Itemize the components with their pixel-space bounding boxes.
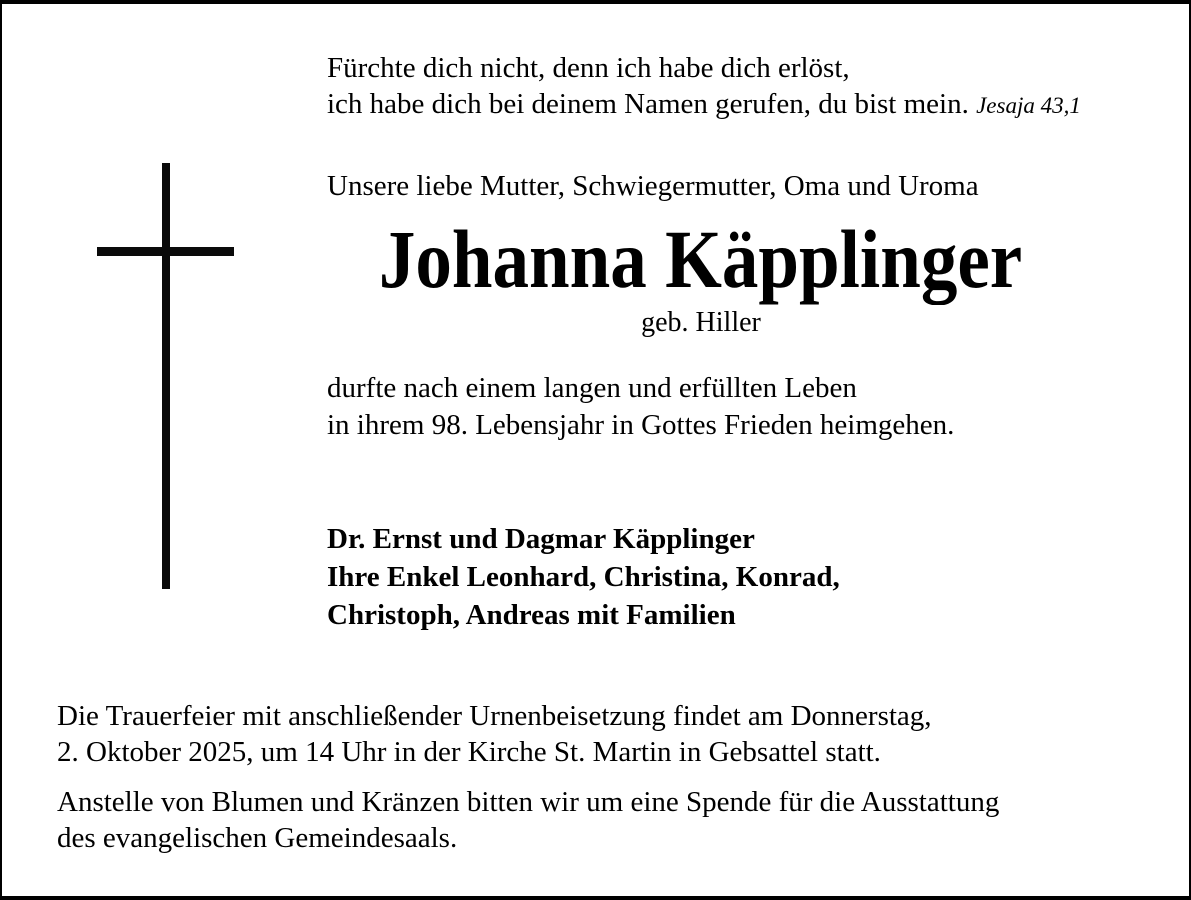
- donation-info-line-1: Anstelle von Blumen und Kränzen bitten wir um eine Spende für die Ausstattung: [57, 786, 1000, 818]
- mourners-line-3: Christoph, Andreas mit Familien: [327, 599, 736, 631]
- life-text-line-1: durfte nach einem langen und erfüllten Leben: [327, 372, 857, 404]
- relationship-line: Unsere liebe Mutter, Schwiegermutter, Oma und Uroma: [327, 170, 979, 202]
- donation-info-line-2: des evangelischen Gemeindesaals.: [57, 822, 458, 854]
- main-column: [327, 50, 1081, 634]
- bottom-section: [57, 698, 1157, 856]
- mourners-line-2: Ihre Enkel Leonhard, Christina, Konrad,: [327, 561, 840, 593]
- cross-horizontal-bar: [97, 247, 234, 256]
- birth-name: geb. Hiller: [641, 307, 761, 338]
- funeral-info: [57, 698, 1157, 770]
- funeral-info-line-2: 2. Oktober 2025, um 14 Uhr in der Kirche St. Martin in Gebsattel statt.: [57, 736, 881, 768]
- bible-quote-source: Jesaja 43,1: [976, 93, 1081, 118]
- life-text-line-2: in ihrem 98. Lebensjahr in Gottes Frieden heimgehen.: [327, 409, 955, 441]
- cross-icon: [97, 163, 234, 589]
- donation-info: [57, 784, 1157, 856]
- cross-vertical-bar: [162, 163, 170, 589]
- life-text: [327, 370, 1075, 444]
- mourners-list: [327, 520, 1075, 634]
- mourners-line-1: Dr. Ernst und Dagmar Käpplinger: [327, 523, 755, 555]
- bible-quote: [327, 50, 1081, 124]
- deceased-name: [327, 213, 1075, 305]
- deceased-name-text: Johanna Käpplinger: [379, 213, 1023, 305]
- bible-quote-line-1: Fürchte dich nicht, denn ich habe dich erlöst,: [327, 52, 850, 84]
- bible-quote-text: ich habe dich bei deinem Namen gerufen, du bist mein.: [327, 88, 969, 120]
- funeral-info-line-1: Die Trauerfeier mit anschließender Urnenbeisetzung findet am Donnerstag,: [57, 700, 932, 732]
- bible-quote-line-2: [327, 86, 1081, 124]
